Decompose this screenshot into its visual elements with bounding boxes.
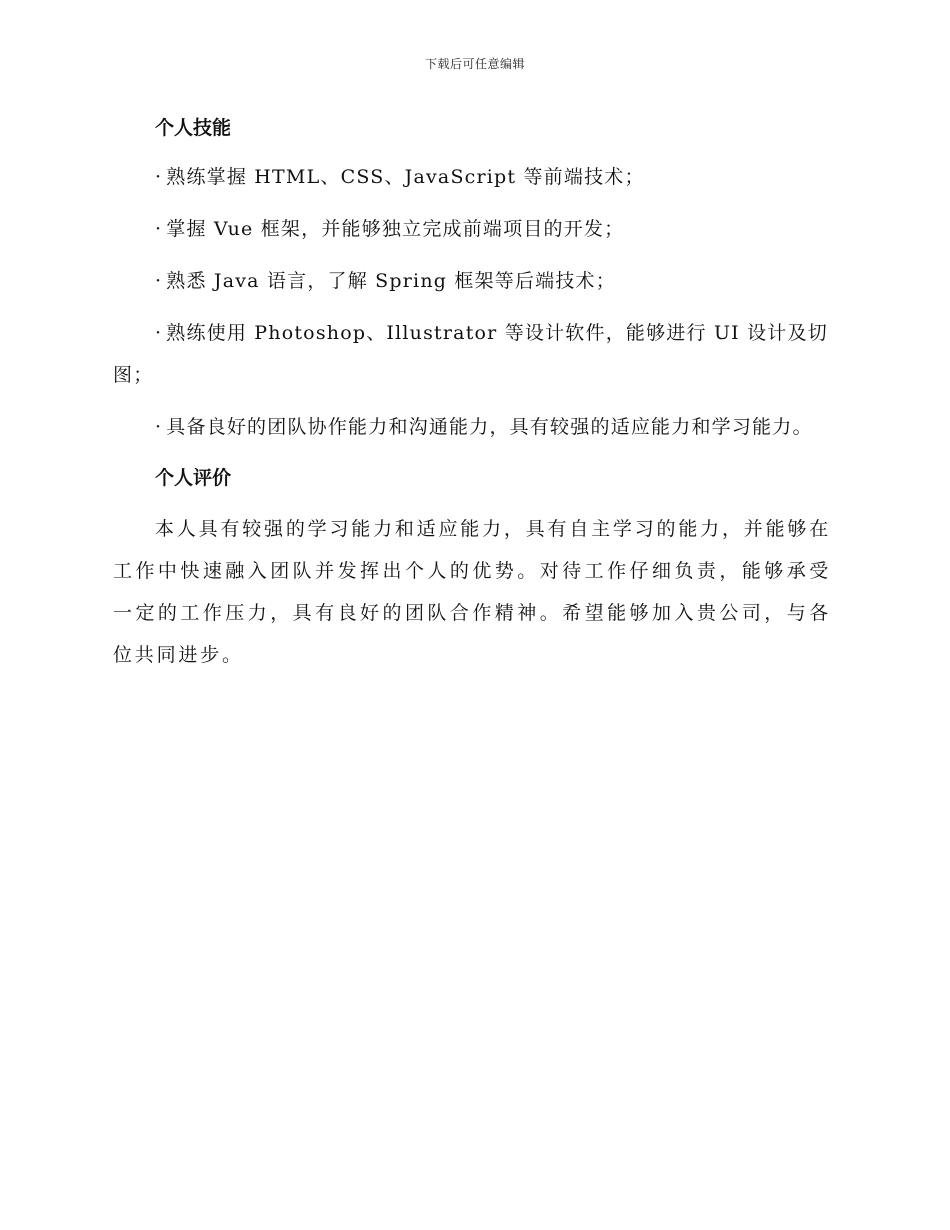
bullet-1: · [155,166,163,188]
document-content [113,108,831,676]
skill-text-2: 掌握 Vue 框架，并能够独立完成前端项目的开发； [166,218,625,240]
skill-text-5: 具备良好的团队协作能力和沟通能力，具有较强的适应能力和学习能力。 [166,416,813,438]
bullet-4: · [155,322,163,344]
skills-list [113,156,831,448]
skill-item-2 [113,208,831,250]
skill-text-3: 熟悉 Java 语言，了解 Spring 框架等后端技术； [166,270,616,292]
skill-item-5 [113,406,831,448]
skills-heading: 个人技能 [155,117,232,139]
skill-item-4 [113,312,831,396]
bullet-3: · [155,270,163,292]
evaluation-paragraph: 本人具有较强的学习能力和适应能力，具有自主学习的能力，并能够在工作中快速融入团队并发挥出个人的优势。对待工作仔细负责，能够承受一定的工作压力，具有良好的团队合作精神。希望能够加入贵公司，与各位共同进步。 [113,518,831,666]
bullet-2: · [155,218,163,240]
skill-item-1 [113,156,831,198]
bullet-5: · [155,416,163,438]
skill-text-1: 熟练掌握 HTML、CSS、JavaScript 等前端技术； [166,166,645,188]
page-header-note: 下载后可任意编辑 [424,57,525,71]
skill-item-3 [113,260,831,302]
evaluation-heading: 个人评价 [155,467,232,489]
skill-text-4: 熟练使用 Photoshop、Illustrator 等设计软件，能够进行 UI 设计及切图； [113,322,828,386]
